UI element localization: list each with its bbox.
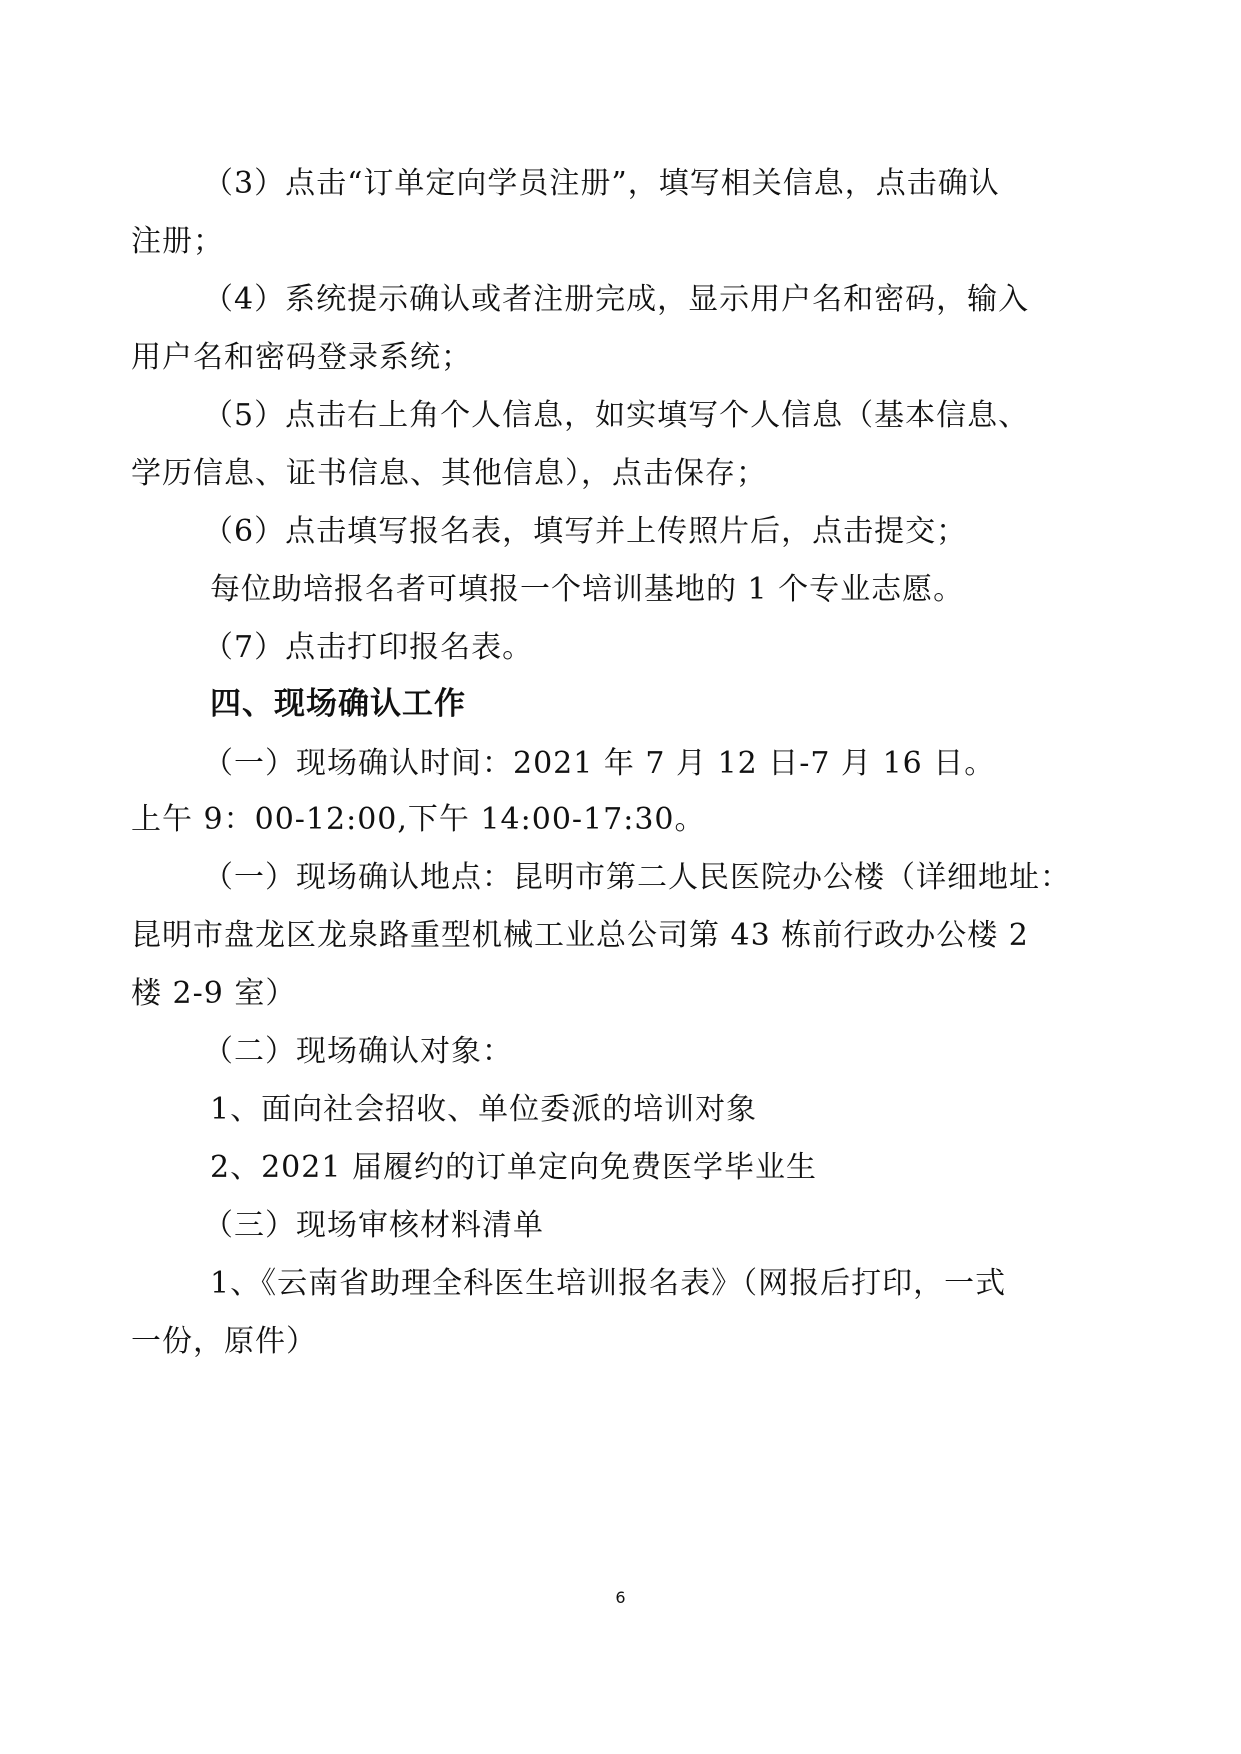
page-number: 6: [615, 1588, 626, 1607]
step-5-line-1: （5）点击右上角个人信息，如实填写个人信息（基本信息、: [203, 398, 1030, 433]
step-5-line-2: 学历信息、证书信息、其他信息），点击保存；: [131, 456, 767, 491]
target-item-2: 2、2021 届履约的订单定向免费医学毕业生: [210, 1150, 817, 1185]
confirm-location-line-2: 昆明市盘龙区龙泉路重型机械工业总公司第 43 栋前行政办公楼 2: [131, 918, 1029, 953]
materials-heading: （三）现场审核材料清单: [203, 1208, 544, 1243]
step-6-line: （6）点击填写报名表，填写并上传照片后，点击提交；: [203, 514, 968, 549]
volunteer-note: 每位助培报名者可填报一个培训基地的 1 个专业志愿。: [210, 572, 965, 607]
target-item-1: 1、面向社会招收、单位委派的培训对象: [210, 1092, 758, 1127]
confirm-target-heading: （二）现场确认对象：: [203, 1034, 513, 1069]
step-7-line: （7）点击打印报名表。: [203, 630, 534, 665]
confirm-hours-line: 上午 9：00-12:00,下午 14:00-17:30。: [131, 802, 706, 837]
step-3-line-1: （3）点击“订单定向学员注册”，填写相关信息，点击确认: [203, 166, 1000, 201]
confirm-time-line: （一）现场确认时间：2021 年 7 月 12 日-7 月 16 日。: [203, 746, 996, 781]
materials-item-1-line-2: 一份，原件）: [131, 1324, 317, 1359]
step-3-line-2: 注册；: [131, 224, 224, 259]
step-4-line-2: 用户名和密码登录系统；: [131, 340, 472, 375]
confirm-location-line-3: 楼 2-9 室）: [131, 976, 297, 1011]
materials-item-1-line-1: 1、《云南省助理全科医生培训报名表》（网报后打印，一式: [210, 1266, 1007, 1301]
step-4-line-1: （4）系统提示确认或者注册完成，显示用户名和密码，输入: [203, 282, 1030, 317]
section-heading: 四、现场确认工作: [210, 686, 466, 722]
confirm-location-line-1: （一）现场确认地点：昆明市第二人民医院办公楼（详细地址：: [203, 860, 1071, 895]
